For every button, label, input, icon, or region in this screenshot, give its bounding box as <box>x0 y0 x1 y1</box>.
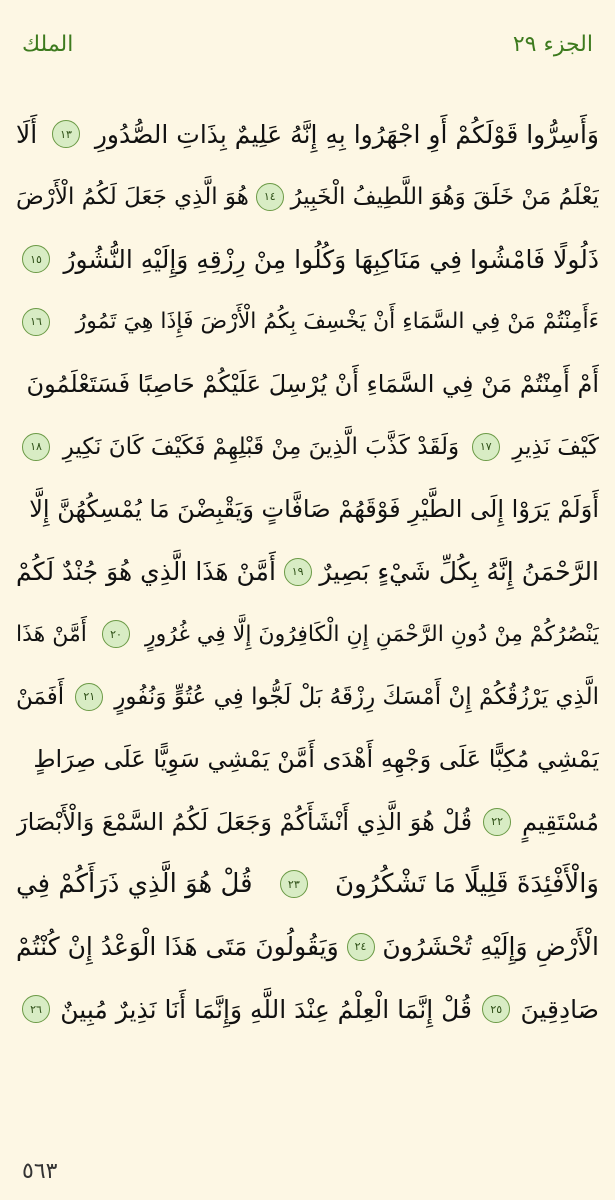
verse-text: وَلَقَدْ كَذَّبَ الَّذِينَ مِنْ قَبْلِهِمْ فَكَيْفَ كَانَ نَكِيرِ <box>62 433 460 460</box>
text-line <box>16 166 599 229</box>
page-number: ٥٦٣ <box>22 1159 58 1184</box>
verse-text: أَمَّنْ هَذَا <box>16 621 87 647</box>
verse-text: يَنْصُرُكُمْ مِنْ دُونِ الرَّحْمَنِ إِنِ الْكَافِرُونَ إِلَّا فِي غُرُورٍ <box>145 621 599 647</box>
text-line <box>16 353 599 416</box>
text-line <box>16 541 599 604</box>
juz-label: الجزء ٢٩ <box>512 31 593 57</box>
surah-name: الملك <box>22 31 74 57</box>
verse-text: هُوَ الَّذِي جَعَلَ لَكُمُ الْأَرْضَ <box>16 183 249 210</box>
verse-text: أَفَمَنْ <box>16 683 65 710</box>
ayah-number-marker: ١٤ <box>256 183 284 211</box>
ayah-number-marker: ٢٠ <box>102 620 130 648</box>
verse-text: وَالْأَفْئِدَةَ قَلِيلًا مَا تَشْكُرُونَ <box>335 869 599 900</box>
verse-text: وَأَسِرُّوا قَوْلَكُمْ أَوِ اجْهَرُوا بِهِ إِنَّهُ عَلِيمٌ بِذَاتِ الصُّدُورِ <box>94 119 599 149</box>
verse-text: الْأَرْضِ وَإِلَيْهِ تُحْشَرُونَ <box>382 932 599 962</box>
ayah-number-marker: ٢٥ <box>482 995 510 1023</box>
verse-text: يَمْشِي مُكِبًّا عَلَى وَجْهِهِ أَهْدَى أَمَّنْ يَمْشِي سَوِيًّا عَلَى صِرَاطٍ <box>33 745 599 774</box>
text-line <box>16 103 599 166</box>
ayah-number-marker: ٢٢ <box>483 808 511 836</box>
verse-text: قُلْ هُوَ الَّذِي أَنْشَأَكُمْ وَجَعَلَ لَكُمُ السَّمْعَ وَالْأَبْصَارَ <box>16 807 473 836</box>
ayah-number-marker: ١٣ <box>52 120 80 148</box>
ayah-number-marker: ٢٣ <box>280 870 308 898</box>
verse-text: ذَلُولًا فَامْشُوا فِي مَنَاكِبِهَا وَكُلُوا مِنْ رِزْقِهِ وَإِلَيْهِ النُّشُورُ <box>63 244 599 274</box>
verse-text: وَيَقُولُونَ مَتَى هَذَا الْوَعْدُ إِنْ كُنْتُمْ <box>16 932 339 962</box>
text-line <box>16 791 599 854</box>
verse-text: مُسْتَقِيمٍ <box>522 807 599 836</box>
verse-text: صَادِقِينَ <box>520 994 599 1024</box>
verse-text: ءَأَمِنْتُمْ مَنْ فِي السَّمَاءِ أَنْ يَخْسِفَ بِكُمُ الْأَرْضَ فَإِذَا هِيَ تَمُورُ <box>75 309 599 335</box>
quran-page-text <box>16 103 599 1103</box>
page-header <box>22 24 593 64</box>
text-line <box>16 478 599 541</box>
ayah-number-marker: ٢٦ <box>22 995 50 1023</box>
verse-text: الرَّحْمَنُ إِنَّهُ بِكُلِّ شَيْءٍ بَصِيرٌ <box>319 557 599 587</box>
verse-text: يَعْلَمُ مَنْ خَلَقَ وَهُوَ اللَّطِيفُ الْخَبِيرُ <box>290 183 599 210</box>
text-line <box>16 728 599 791</box>
text-line <box>16 666 599 729</box>
verse-text: أَمَّنْ هَذَا الَّذِي هُوَ جُنْدٌ لَكُمْ <box>16 557 276 587</box>
ayah-number-marker: ١٧ <box>472 433 500 461</box>
ayah-number-marker: ١٥ <box>22 245 50 273</box>
ayah-number-marker: ١٨ <box>22 433 50 461</box>
verse-text: قُلْ إِنَّمَا الْعِلْمُ عِنْدَ اللَّهِ وَإِنَّمَا أَنَا نَذِيرٌ مُبِينٌ <box>60 994 472 1024</box>
ayah-number-marker: ١٩ <box>284 558 312 586</box>
verse-text: أَمْ أَمِنْتُمْ مَنْ فِي السَّمَاءِ أَنْ يُرْسِلَ عَلَيْكُمْ حَاصِبًا فَسَتَعْلَمُونَ <box>26 370 599 399</box>
verse-text: أَلَا <box>16 119 38 149</box>
ayah-number-marker: ١٦ <box>22 308 50 336</box>
verse-text: قُلْ هُوَ الَّذِي ذَرَأَكُمْ فِي <box>16 869 253 900</box>
text-line <box>16 978 599 1041</box>
verse-text: الَّذِي يَرْزُقُكُمْ إِنْ أَمْسَكَ رِزْقَهُ بَلْ لَجُّوا فِي عُتُوٍّ وَنُفُورٍ <box>114 683 599 710</box>
verse-text: كَيْفَ نَذِيرِ <box>512 433 599 460</box>
text-line <box>16 603 599 666</box>
ayah-number-marker: ٢١ <box>75 683 103 711</box>
verse-text: أَوَلَمْ يَرَوْا إِلَى الطَّيْرِ فَوْقَهُمْ صَافَّاتٍ وَيَقْبِضْنَ مَا يُمْسِكُهُنَّ إِلَّا <box>29 495 599 524</box>
ayah-number-marker: ٢٤ <box>347 933 375 961</box>
text-line <box>16 853 599 916</box>
text-line <box>16 416 599 479</box>
text-line <box>16 228 599 291</box>
text-line <box>16 916 599 979</box>
text-line <box>16 291 599 354</box>
